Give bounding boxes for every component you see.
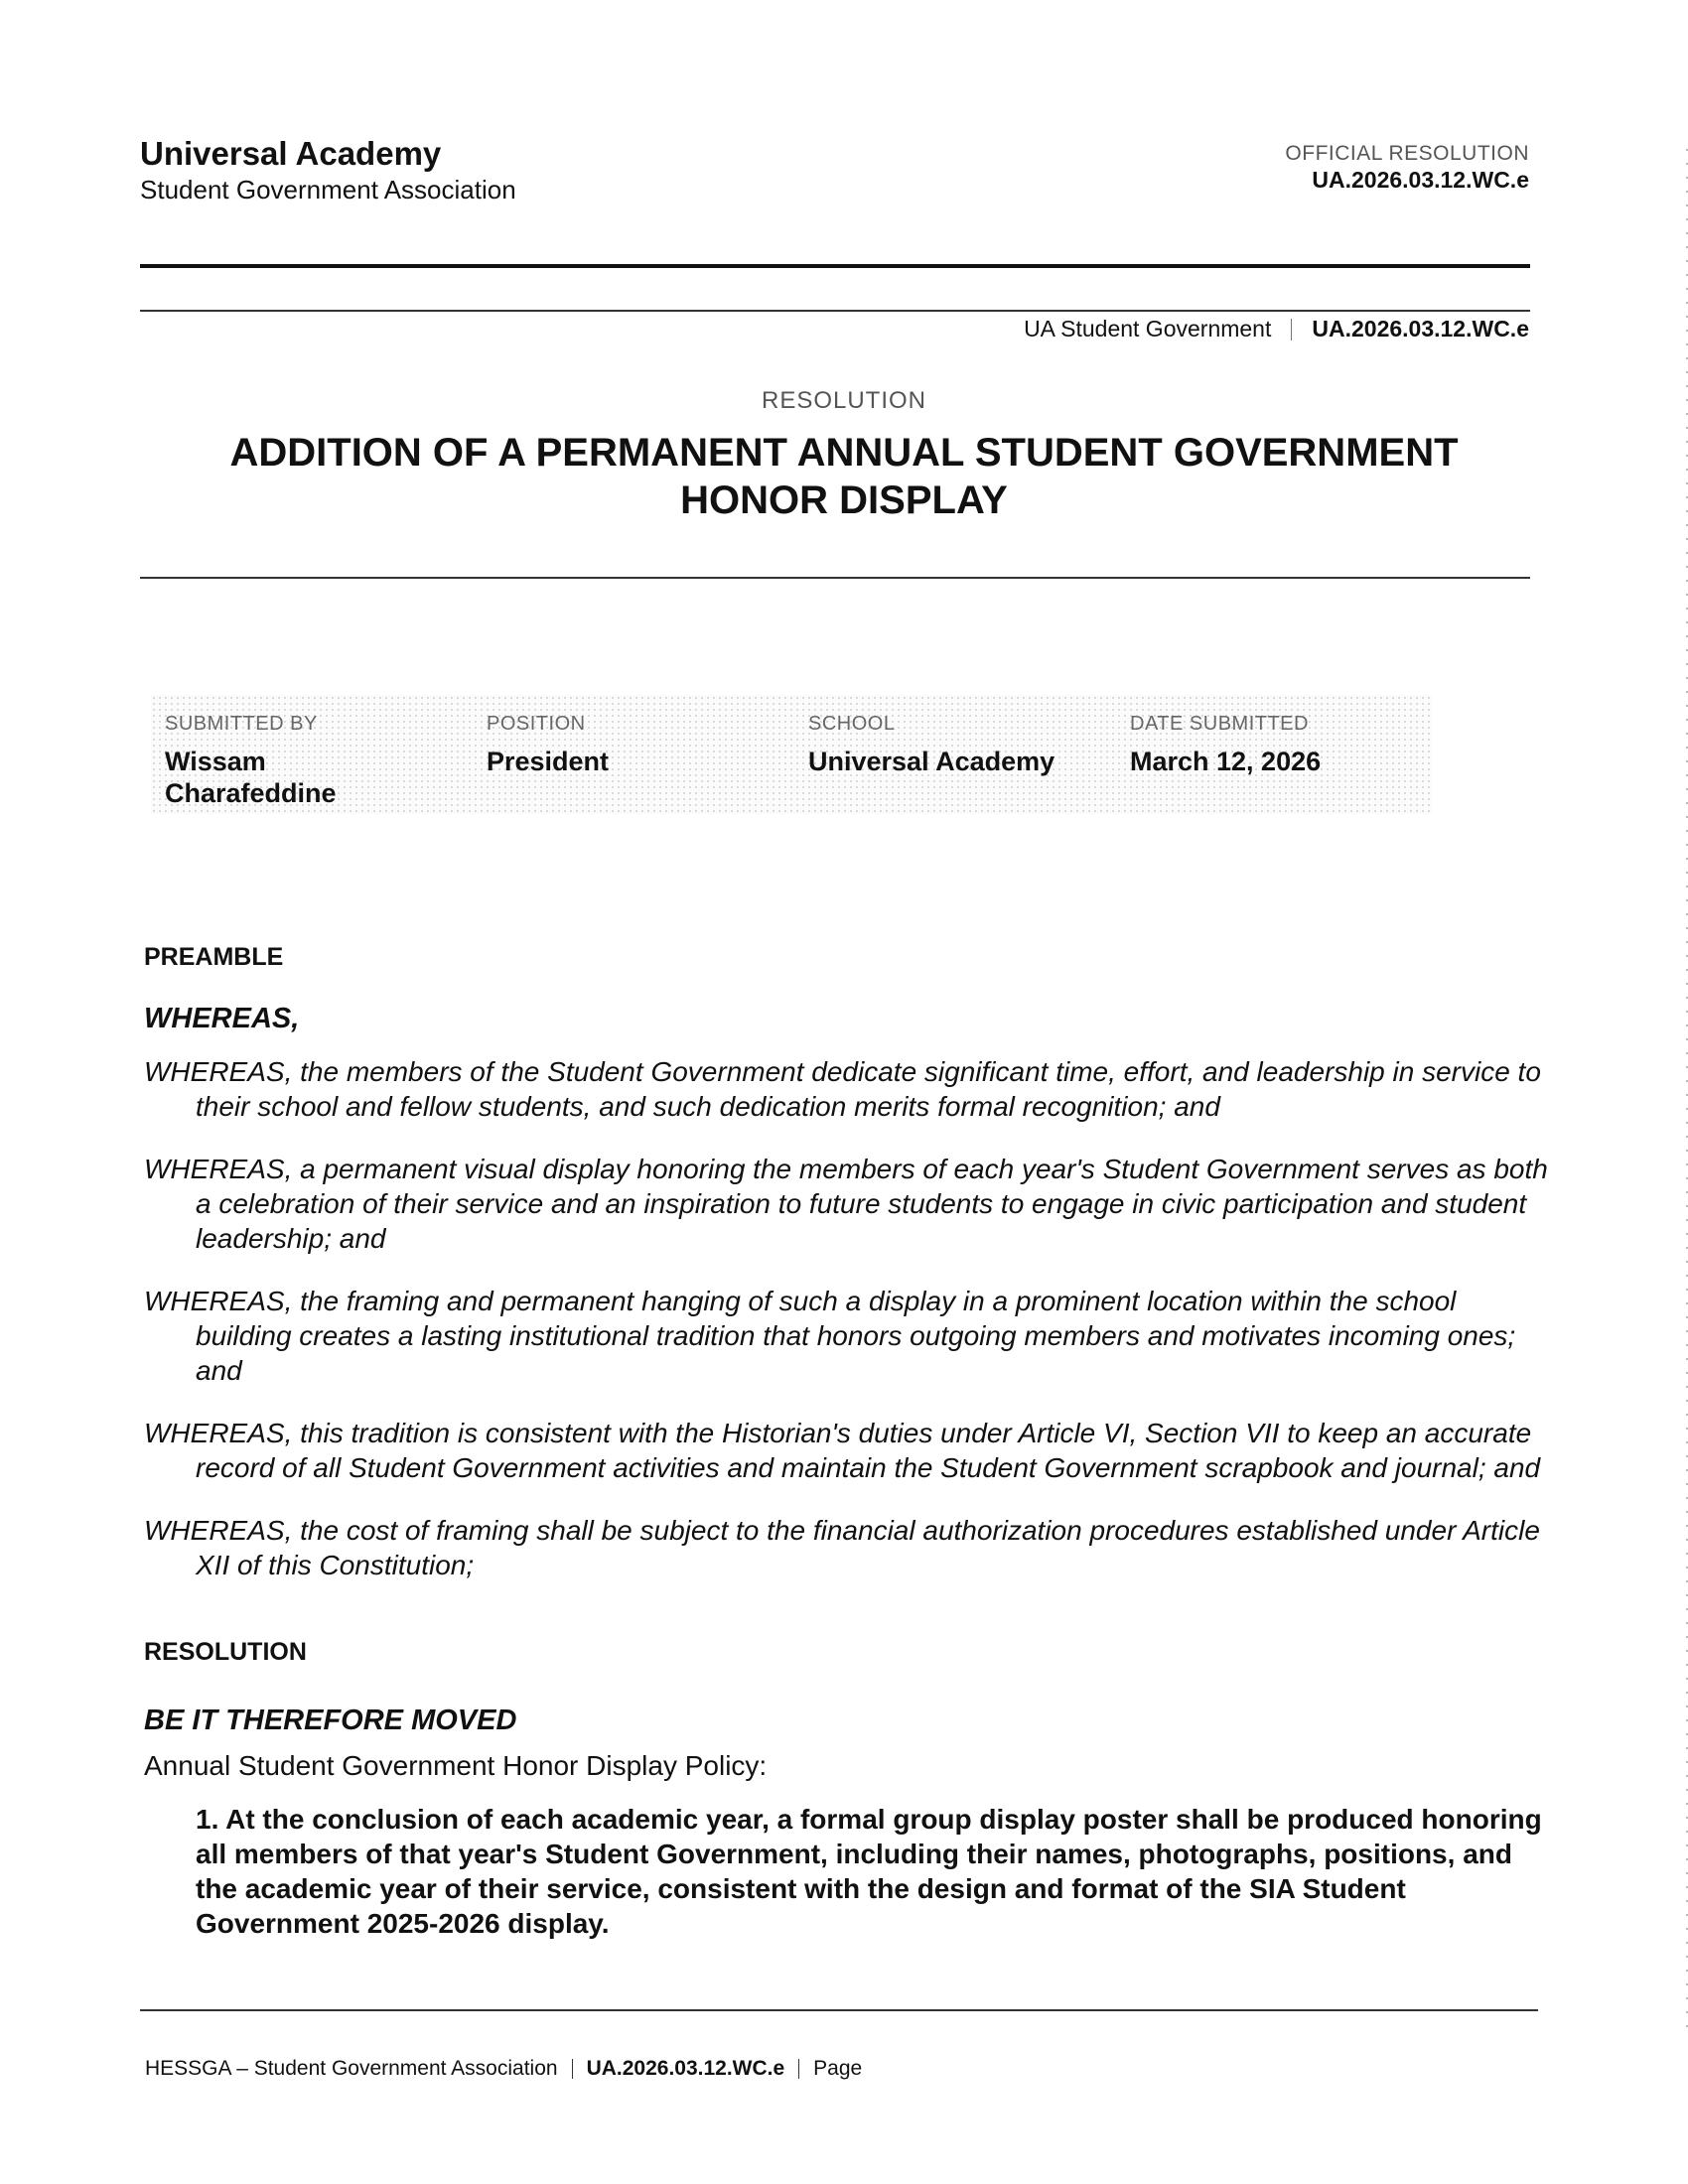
resolution-label: RESOLUTION [761,387,927,414]
resolution-title: ADDITION OF A PERMANENT ANNUAL STUDENT GOVERNMENT HONOR DISPLAY [229,431,1459,522]
footer-id: UA.2026.03.12.WC.e [586,2057,785,2080]
footer-page: Page [813,2057,863,2080]
meta-submitted-by [165,713,463,809]
running-head-id: UA.2026.03.12.WC.e [1312,316,1529,341]
meta-school [808,713,1055,777]
submission-meta [151,695,1432,814]
separator [798,2059,799,2079]
meta-date [1130,713,1321,777]
header-divider [140,264,1530,268]
policy-title: Annual Student Government Honor Display Policy: [144,1750,768,1781]
be-it-moved: BE IT THEREFORE MOVED [144,1705,517,1736]
whereas-clause: WHEREAS, the framing and permanent hanging of such a display in a prominent location within the school building creates a lasting institutional tradition that honors outgoing members and motivates incoming ones; and [144,1286,1516,1386]
whereas-clauses [144,1054,1554,1601]
preamble-heading: PREAMBLE [144,943,284,971]
running-head-org: UA Student Government [1024,316,1272,341]
whereas-clause: WHEREAS, a permanent visual display honoring the members of each year's Student Government serves as both a celebration of their service and an inspiration to future students to engage in civic participation and student leadership; and [144,1154,1548,1254]
meta-value: Universal Academy [808,747,1055,776]
separator [1291,319,1292,341]
separator [572,2059,573,2079]
org-subtitle: Student Government Association [140,175,516,205]
meta-value: President [487,747,610,776]
meta-position [487,713,609,777]
meta-label: SUBMITTED BY [165,713,318,735]
meta-value: March 12, 2026 [1130,747,1322,776]
meta-value: Wissam Charafeddine [165,747,337,808]
footer-divider [140,2009,1538,2011]
meta-label: POSITION [487,713,586,735]
policy-item: 1. At the conclusion of each academic year, a formal group display poster shall be produced honoring all members of that year's Student Government, including their names, photographs, positions, and the academic year of their service, consistent with the design and format of the SIA Student Government 2025-2026 display. [196,1804,1542,1939]
whereas-clause: WHEREAS, this tradition is consistent with the Historian's duties under Article VI, Section VII to keep an accurate record of all Student Government activities and maintain the Student Government scrapbook and journal; and [144,1418,1541,1483]
page-footer [145,2057,862,2081]
resolution-heading: RESOLUTION [144,1638,307,1666]
official-resolution-label: OFFICIAL RESOLUTION [1285,142,1529,165]
meta-label: DATE SUBMITTED [1130,713,1309,735]
whereas-heading: WHEREAS, [144,1003,300,1034]
whereas-clause: WHEREAS, the members of the Student Government dedicate significant time, effort, and leadership in service to their school and fellow students, and such dedication merits formal recognition; and [144,1056,1541,1122]
org-name: Universal Academy [140,135,442,172]
title-divider [140,577,1530,579]
footer-org: HESSGA – Student Government Association [145,2057,558,2080]
running-head-divider [140,310,1530,312]
running-head [1024,316,1529,342]
whereas-clause: WHEREAS, the cost of framing shall be subject to the financial authorization procedures established under Article XII of this Constitution; [144,1515,1540,1580]
meta-label: SCHOOL [808,713,896,735]
resolution-id: UA.2026.03.12.WC.e [1312,167,1529,193]
